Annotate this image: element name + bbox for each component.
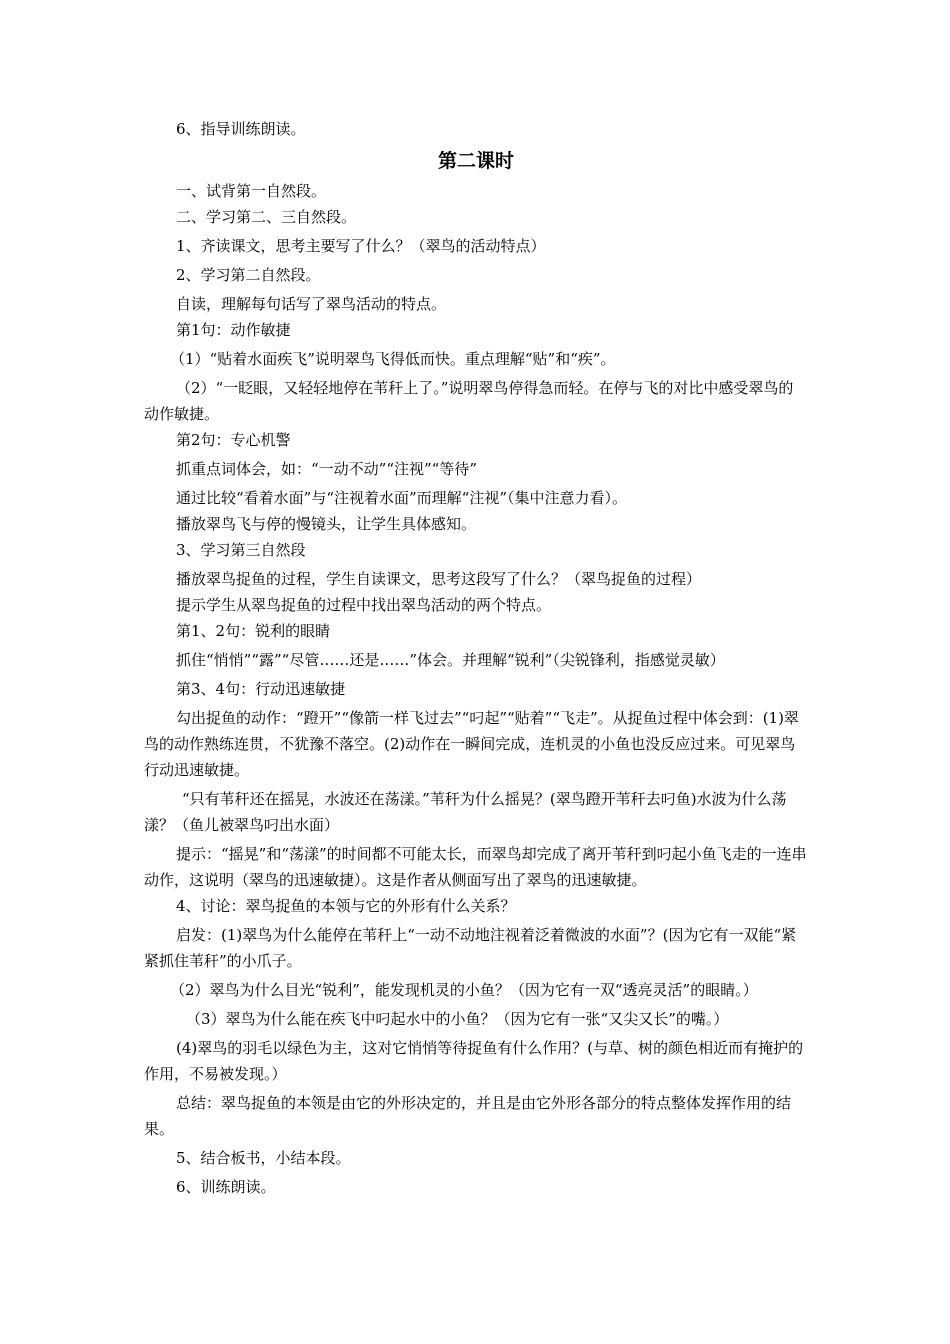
paragraph-12: 播放翠鸟飞与停的慢镜头，让学生具体感知。 xyxy=(176,515,477,533)
paragraph-8: （2）“一眨眼，又轻轻地停在苇秆上了。”说明翠鸟停得急而轻。在停与飞的对比中感受翠鸟的动作敏捷。 xyxy=(144,379,794,423)
paragraph-13: 3、学习第三自然段 xyxy=(176,541,306,559)
paragraph-16: 第1、2句：锐利的眼睛 xyxy=(176,622,331,640)
paragraph-20: “只有苇秆还在摇晃，水波还在荡漾。”苇秆为什么摇晃？(翠鸟蹬开苇秆去叼鱼)水波为什么荡漾？（鱼儿被翠鸟叼出水面） xyxy=(144,790,787,834)
paragraph-17: 抓住“悄悄”“露”“尽管……还是……”体会。并理解“锐利”（尖锐锋利，指感觉灵敏） xyxy=(176,651,725,669)
paragraph-25: （3）翠鸟为什么能在疾飞中叼起水中的小鱼？（因为它有一张“又尖又长”的嘴。） xyxy=(186,1010,729,1028)
paragraph-4: 2、学习第二自然段。 xyxy=(176,266,321,284)
paragraph-21: 提示：“摇晃”和“荡漾”的时间都不可能太长，而翠鸟却完成了离开苇秆到叼起小鱼飞走的一连串动作，这说明（翠鸟的迅速敏捷）。这是作者从侧面写出了翠鸟的迅速敏捷。 xyxy=(144,845,807,889)
paragraph-9: 第2句：专心机警 xyxy=(176,431,291,449)
paragraph-27: 总结：翠鸟捉鱼的本领是由它的外形决定的，并且是由它外形各部分的特点整体发挥作用的结果。 xyxy=(144,1094,792,1138)
paragraph-18: 第3、4句：行动迅速敏捷 xyxy=(176,680,346,698)
paragraph-14: 播放翠鸟捉鱼的过程，学生自读课文，思考这段写了什么？（翠鸟捉鱼的过程） xyxy=(176,570,702,588)
paragraph-7: （1）“贴着水面疾飞”说明翠鸟飞得低而快。重点理解“贴”和“疾”。 xyxy=(170,350,616,368)
paragraph-22: 4、讨论：翠鸟捉鱼的本领与它的外形有什么关系？ xyxy=(176,897,516,915)
paragraph-6: 第1句：动作敏捷 xyxy=(176,321,291,339)
paragraph-3: 1、齐读课文，思考主要写了什么？（翠鸟的活动特点） xyxy=(176,237,546,255)
paragraph-28: 5、结合板书，小结本段。 xyxy=(176,1149,351,1167)
paragraph-1: 一、试背第一自然段。 xyxy=(176,182,327,200)
paragraph-19: 勾出捉鱼的动作：“蹬开”“像箭一样飞过去”“叼起”“贴着”“飞走”。从捉鱼过程中体会到：(1)翠鸟的动作熟练连贯，不犹豫不落空。(2)动作在一瞬间完成，连机灵的小鱼也没反应过来。可见翠鸟行动迅速敏捷。 xyxy=(144,709,799,779)
paragraph-26: (4)翠鸟的羽毛以绿色为主，这对它悄悄等待捉鱼有什么作用？(与草、树的颜色相近而有掩护的作用，不易被发现。） xyxy=(144,1039,804,1083)
paragraph-11: 通过比较“看着水面”与“注视着水面”而理解“注视”（集中注意力看）。 xyxy=(176,489,628,507)
paragraph-5: 自读，理解每句话写了翠鸟活动的特点。 xyxy=(176,295,447,313)
document-page xyxy=(144,116,808,1200)
paragraph-24: （2）翠鸟为什么目光“锐利”，能发现机灵的小鱼？（因为它有一双“透亮灵活”的眼睛。） xyxy=(170,981,758,999)
paragraph-2: 二、学习第二、三自然段。 xyxy=(176,208,357,226)
paragraph-29: 6、训练朗读。 xyxy=(176,1178,276,1196)
intro-item: 6、指导训练朗读。 xyxy=(176,120,306,138)
paragraph-15: 提示学生从翠鸟捉鱼的过程中找出翠鸟活动的两个特点。 xyxy=(176,596,552,614)
paragraph-23: 启发：(1)翠鸟为什么能停在苇秆上“一动不动地注视着泛着微波的水面”？(因为它有一双能“紧紧抓住苇秆”的小爪子。 xyxy=(144,926,797,970)
section-title: 第二课时 xyxy=(437,150,514,172)
paragraph-10: 抓重点词体会，如：“一动不动”“注视”“等待” xyxy=(176,460,478,478)
